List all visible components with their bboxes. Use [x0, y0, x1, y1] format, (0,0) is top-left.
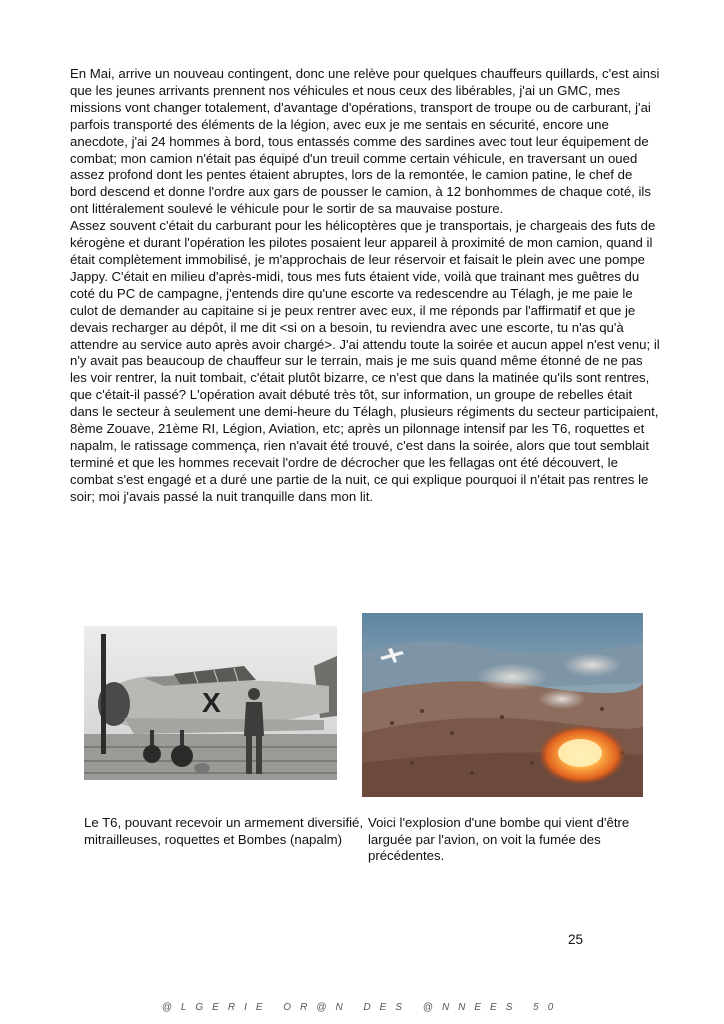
body-text [70, 66, 660, 506]
bomb-explosion-photo [362, 613, 643, 797]
page-number: 25 [568, 932, 584, 947]
paragraph: Assez souvent c'était du carburant pour les hélicoptères que je transportais, je chargeais des futs de kérogène et durant l'opération les pilotes posaient leur appareil à proximité de mon camion, quand il était complètement immobilisé, je m'approchais de leur réservoir et faisait le plein avec une pompe Jappy. C'était en milieu d'après-midi, tous mes futs étaient vide, voilà que trainant mes guêtres du coté du PC de campagne, j'entends dire qu'une escorte va redescendre au Télagh, je me paie le culot de demander au capitaine si je peux rentrer avec eux, il me réponds par l'affirmatif et que je devais recharger au dépôt, il me dit <si on a besoin, tu reviendra avec une escorte, tu n'as qu'à attendre au service auto après avoir chargé>. J'ai attendu toute la soirée et aucun appel n'est venu; il n'y avait pas beaucoup de chauffeur sur le terrain, mais je me suis quand même étonné de ne pas les voir rentrer, la nuit tombait, c'était plutôt bizarre, ce n'est que dans la matinée qu'ils sont rentres, que c'était-il passé? L'opération avait débuté très tôt, sur information, un groupe de rebelles était dans le secteur à seulement une demi-heure du Télagh, plusieurs régiments du secteur participaient, 8ème Zouave, 21ème RI, Légion, Aviation, etc; après un pilonnage intensif par les T6, roquettes et napalm, le ratissage commença, rien n'avait été trouvé, c'est dans la soirée, alors que tout semblait terminé et que les hommes recevait l'ordre de décrocher que les fellagas ont été découvert, le combat s'est engagé et a duré une partie de la nuit, ce qui explique pourquoi il n'était pas rentres le soir; moi j'avais passé la nuit tranquille dans mon lit. [70, 218, 660, 504]
t6-aircraft-photo [84, 626, 337, 780]
bomb-photo-caption: Voici l'explosion d'une bombe qui vient d'être larguée par l'avion, on voit la fumée des précédentes. [368, 815, 630, 864]
t6-marking-text: X [202, 687, 221, 718]
page-footer: @LGERIE OR@N DES @NNEES 50 [161, 1002, 563, 1013]
paragraph: En Mai, arrive un nouveau contingent, donc une relève pour quelques chauffeurs quillards, c'est ainsi que les jeunes arrivants prennent nos véhicules et nous ceux des libérables, j'ai un GMC, mes missions vont changer totalement, d'avantage d'opérations, transport de troupe ou de carburant, j'ai parfois transporté des éléments de la légion, avec eux je me sentais en sécurité, encore une anecdote, j'ai 24 hommes à bord, tous entassés comme des sardines avec tout leur équipement de combat; mon camion n'était pas équipé d'un treuil comme certain véhicule, en traversant un oued assez profond dont les pentes étaient abruptes, lors de la remontée, le camion patine, le chef de bord descend et donne l'ordre aux gars de pousser le camion, à 12 bonhommes de chaque coté, ils ont littéralement soulevé le véhicule pour le sortir de sa mauvaise posture. [70, 66, 660, 217]
t6-photo-caption: Le T6, pouvant recevoir un armement diversifié, mitrailleuses, roquettes et Bombes (napalm) [84, 815, 364, 847]
